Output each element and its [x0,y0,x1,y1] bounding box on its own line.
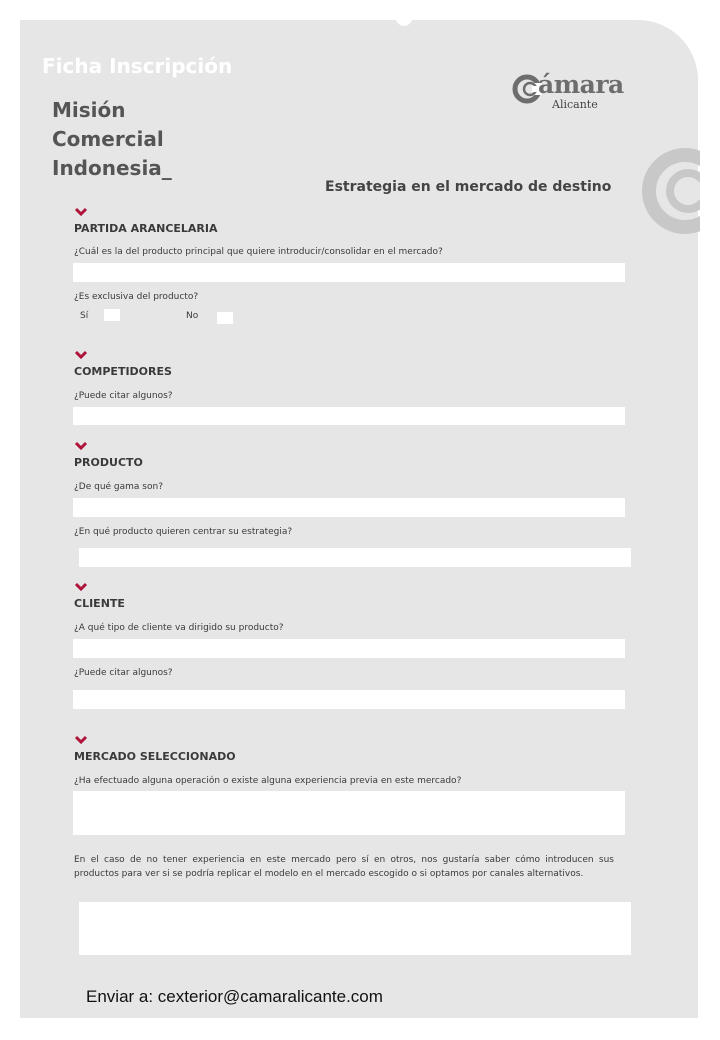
question-partida: ¿Cuál es la del producto principal que quiere introducir/consolidar en el mercado? [74,247,443,257]
question-estrategia: ¿En qué producto quieren centrar su estrategia? [74,527,293,537]
competidores-input[interactable] [73,407,625,425]
strategy-heading: Estrategia en el mercado de destino [325,179,612,195]
chevron-down-icon [74,582,88,592]
mission-line: Misión [52,98,126,122]
chevron-down-icon [74,441,88,451]
no-label: No [186,311,199,321]
watermark-c-icon [640,146,700,236]
section-title-producto: PRODUCTO [74,456,143,469]
chevron-down-icon [74,207,88,217]
partida-input[interactable] [73,263,625,282]
form-title: Ficha Inscripción [42,54,233,78]
section-title-competidores: COMPETIDORES [74,365,172,378]
section-title-mercado: MERCADO SELECCIONADO [74,750,236,763]
question-gama: ¿De qué gama son? [74,482,163,492]
mission-line: Comercial [52,127,164,151]
tipo-cliente-input[interactable] [73,639,625,658]
binder-hole [396,10,412,26]
estrategia-input[interactable] [79,548,631,567]
question-competidores: ¿Puede citar algunos? [74,391,173,401]
mission-title [52,96,252,183]
chevron-down-icon [74,735,88,745]
yes-checkbox[interactable] [104,309,120,321]
mission-line: Indonesia_ [52,156,172,180]
clientes-input[interactable] [73,690,625,709]
logo-word: ámara [538,70,624,99]
section-title-partida: PARTIDA ARANCELARIA [74,222,218,235]
question-exclusive: ¿Es exclusiva del producto? [74,292,199,302]
gama-input[interactable] [73,498,625,517]
mercado-paragraph: En el caso de no tener experiencia en este mercado pero sí en otros, nos gustaría saber cómo introducen sus productos para ver si se podría replicar el modelo en el mercado escogido o si optamos por canales alternativos. [74,855,614,879]
chevron-down-icon [74,350,88,360]
camara-logo [512,70,642,116]
question-clientes: ¿Puede citar algunos? [74,668,173,678]
section-title-cliente: CLIENTE [74,597,125,610]
no-checkbox[interactable] [217,312,233,324]
question-experiencia: ¿Ha efectuado alguna operación o existe alguna experiencia previa en este mercado? [74,776,462,786]
yes-label: Sí [80,311,89,321]
experiencia-textarea[interactable] [73,791,625,835]
send-to-email[interactable]: Enviar a: cexterior@camaralicante.com [86,987,383,1006]
question-tipo-cliente: ¿A qué tipo de cliente va dirigido su producto? [74,623,284,633]
logo-subtitle: Alicante [552,98,598,111]
modelo-textarea[interactable] [79,902,631,955]
